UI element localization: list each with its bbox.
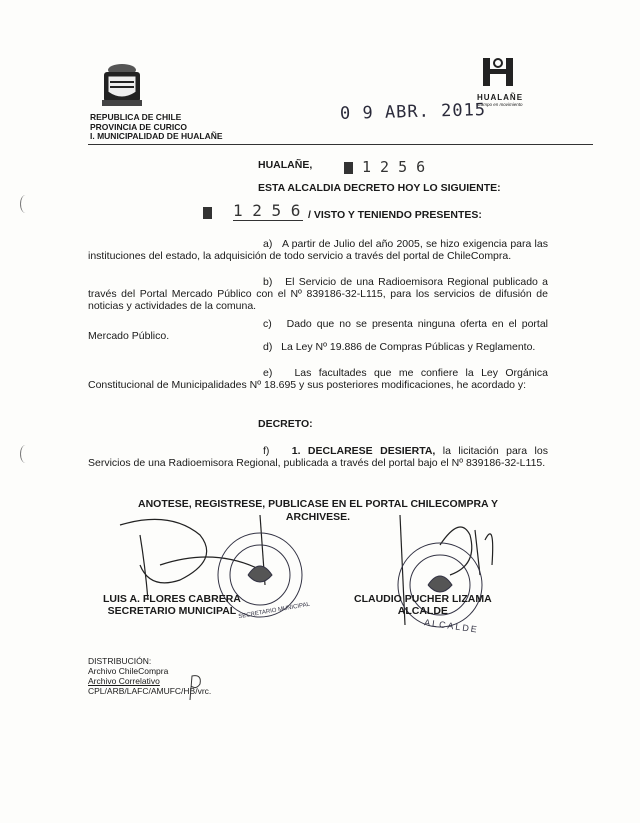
decree-number-handwritten: 1 2 5 6 bbox=[233, 201, 303, 221]
closing-line: ARCHIVESE. bbox=[285, 511, 351, 523]
right-seal-lettering-bottom: ALCALDE bbox=[423, 617, 480, 635]
paragraph-label: b) bbox=[263, 276, 273, 288]
signatory-name: CLAUDIO PUCHER LIZAMA bbox=[354, 593, 492, 605]
binder-hole bbox=[20, 445, 31, 463]
left-handwritten-signature bbox=[120, 515, 270, 600]
header-line: I. MUNICIPALIDAD DE HUALAÑE bbox=[90, 131, 223, 141]
paragraph-b bbox=[88, 277, 548, 312]
paragraph-text: La Ley Nº 19.886 de Compras Públicas y Reglamento. bbox=[281, 341, 536, 353]
paragraph-label: a) bbox=[263, 238, 273, 250]
number-stamp-mark bbox=[344, 162, 353, 174]
left-signatory bbox=[103, 593, 241, 617]
resolution-f bbox=[88, 446, 548, 470]
closing-line: ANOTESE, REGISTRESE, PUBLICASE EN EL PORTAL CHILECOMPRA Y bbox=[138, 498, 498, 510]
decree-number: 1 2 5 6 bbox=[362, 158, 426, 176]
initials-mark bbox=[186, 672, 206, 702]
paragraph-text: la licitación para los Servicios de una Radioemisora Regional, publicada a través del portal bajo el Nº 839186-32-L115. bbox=[88, 445, 548, 469]
distribution-item: CPL/ARB/LAFC/AMUFC/HB/vrc. bbox=[88, 686, 212, 696]
number-stamp-mark bbox=[203, 207, 212, 219]
signatory-name: LUIS A. FLORES CABRERA bbox=[103, 593, 241, 605]
right-signatory bbox=[354, 593, 492, 617]
decree-line: ESTA ALCALDIA DECRETO HOY LO SIGUIENTE: bbox=[258, 182, 501, 194]
resolution-bold: 1. DECLARESE DESIERTA, bbox=[291, 445, 436, 457]
date-stamp: 0 9 ABR. 2015 bbox=[339, 100, 487, 124]
distribution-item: Archivo ChileCompra bbox=[88, 666, 169, 676]
paragraph-c bbox=[88, 319, 548, 343]
signatures-graphic bbox=[100, 505, 550, 650]
decree-place: HUALAÑE, bbox=[258, 159, 313, 171]
distribution-heading: DISTRIBUCIÓN: bbox=[88, 656, 152, 666]
header-divider bbox=[88, 144, 593, 145]
header-line: REPUBLICA DE CHILE bbox=[90, 112, 182, 122]
coat-of-arms-icon bbox=[96, 60, 148, 110]
signatory-title: SECRETARIO MUNICIPAL bbox=[107, 605, 237, 617]
header-line: PROVINCIA DE CURICO bbox=[90, 121, 187, 132]
binder-hole bbox=[20, 195, 31, 213]
paragraph-e bbox=[88, 368, 548, 392]
paragraph-label: d) bbox=[263, 341, 273, 353]
paragraph-a bbox=[88, 239, 548, 263]
paragraph-label: e) bbox=[263, 367, 273, 379]
paragraph-label: f) bbox=[263, 445, 270, 457]
hualane-logo-icon bbox=[480, 56, 520, 88]
logo-tagline: Campo en movimiento bbox=[477, 102, 523, 107]
paragraph-d bbox=[88, 342, 548, 354]
logo-brand: HUALAÑE bbox=[476, 93, 524, 102]
issuer-header bbox=[90, 113, 223, 142]
paragraph-text: Las facultades que me confiere la Ley Orgánica Constitucional de Municipalidades Nº 18.695 y sus posteriores modificaciones, he acordado y: bbox=[88, 367, 548, 391]
left-seal-lettering-bottom: SECRETARIO MUNICIPAL bbox=[238, 601, 311, 621]
distribution-item: Archivo Correlativo bbox=[88, 676, 160, 686]
signatory-title: ALCALDE bbox=[397, 605, 448, 617]
paragraph-label: c) bbox=[263, 318, 272, 330]
visto-heading: / VISTO Y TENIENDO PRESENTES: bbox=[308, 209, 482, 221]
paragraph-text: Dado que no se presenta ninguna oferta en el portal Mercado Público. bbox=[88, 318, 548, 342]
paragraph-text: El Servicio de una Radioemisora Regional publicado a través del Portal Mercado Público con el Nº 839186-32-L115, para los servicios de difusión de noticias y actividades de la comuna. bbox=[88, 276, 548, 312]
decreto-heading: DECRETO: bbox=[258, 418, 313, 430]
municipal-logo bbox=[470, 56, 530, 107]
paragraph-text: A partir de Julio del año 2005, se hizo exigencia para las instituciones del estado, la adquisición de todo servicio a través del portal de ChileCompra. bbox=[88, 238, 548, 262]
